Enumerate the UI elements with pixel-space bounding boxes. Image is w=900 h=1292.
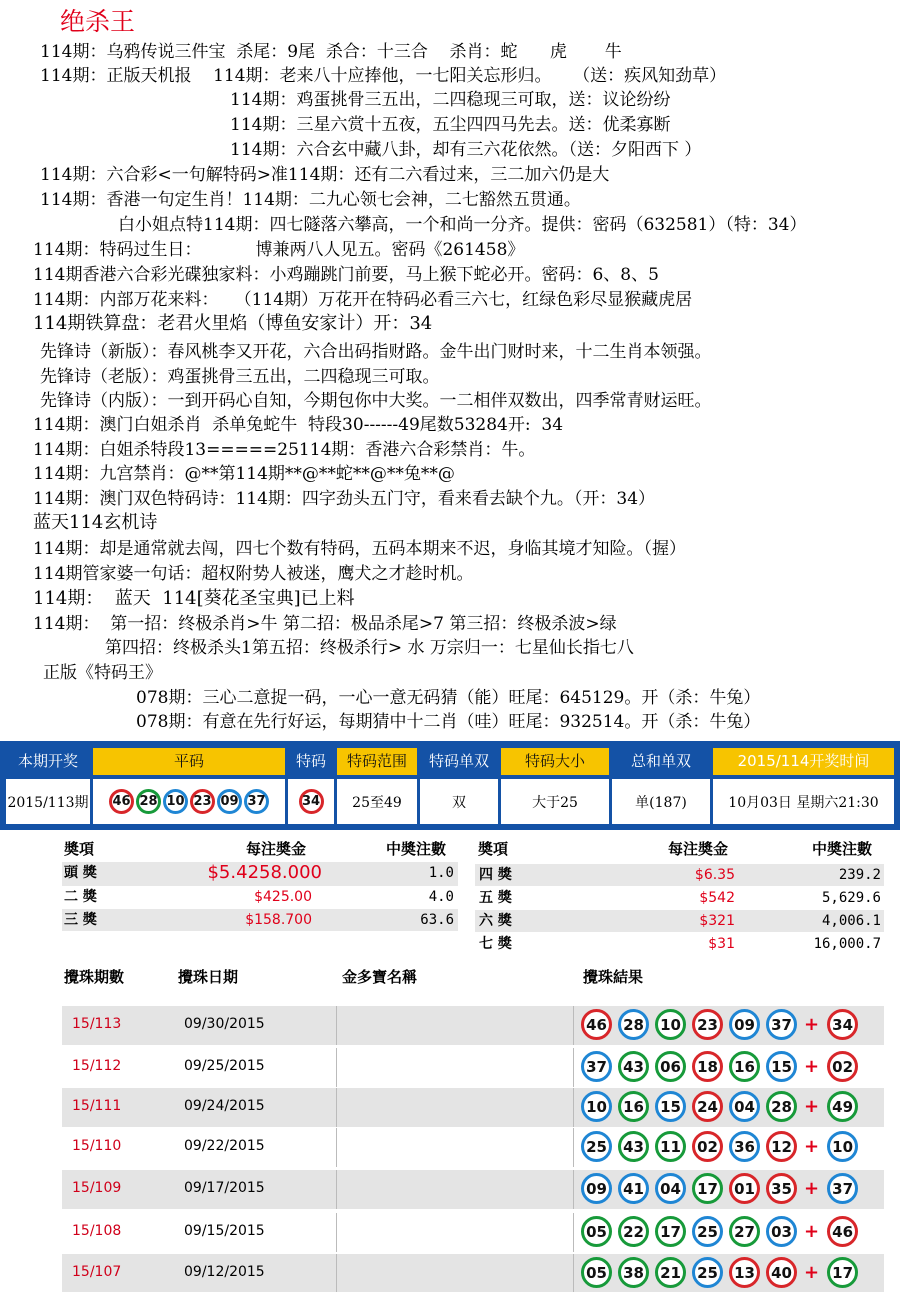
result-period: 15/112 — [72, 1058, 122, 1074]
prize-row — [475, 887, 884, 909]
table-row — [62, 1088, 884, 1127]
ball: 15 — [766, 1051, 797, 1082]
ball: 11 — [655, 1131, 686, 1162]
plus-sign: + — [804, 1136, 820, 1157]
page-title: 绝杀王 — [60, 7, 136, 36]
prize-name: 六 獎 — [479, 913, 512, 929]
ball: 23 — [692, 1009, 723, 1040]
tip-line: 114期：六合玄中藏八卦，却有三六花依然。（送：夕阳西下 ） — [230, 140, 702, 160]
plus-sign: + — [804, 1096, 820, 1117]
prize-count: 16,000.7 — [813, 936, 881, 952]
prize-name: 頭 獎 — [64, 865, 97, 881]
ball: 37 — [766, 1009, 797, 1040]
normal-balls — [93, 779, 285, 824]
ball: 18 — [692, 1051, 723, 1082]
result-period: 15/109 — [72, 1180, 122, 1196]
result-jackpot — [336, 1128, 574, 1167]
ball: 09 — [581, 1173, 612, 1204]
special-ball: 46 — [827, 1216, 858, 1247]
tip-line: 114期：乌鸦传说三件宝 杀尾：9尾 杀合：十三合 杀肖：蛇 虎 牛 — [40, 42, 622, 62]
sum-value: 单(187) — [612, 779, 710, 824]
header-special: 特码 — [288, 748, 334, 775]
prize-amount: $425.00 — [254, 889, 312, 905]
ball: 23 — [190, 789, 215, 814]
prize-header-amount: 每注奬金 — [668, 840, 729, 858]
ball: 09 — [729, 1009, 760, 1040]
prize-row — [475, 910, 884, 932]
ball: 10 — [581, 1091, 612, 1122]
tip-line: 114期：正版天机报 114期：老来八十应捧他，一七阳关忘形归。 （送：疾风知劲草） — [40, 66, 727, 86]
ball: 05 — [581, 1257, 612, 1288]
tip-line: 白小姐点特114期：四七隧落六攀高，一个和尚一分齐。提供：密码（632581）（特：34） — [118, 215, 807, 235]
prize-amount: $542 — [699, 890, 735, 906]
result-date: 09/15/2015 — [184, 1223, 265, 1239]
ball: 28 — [766, 1091, 797, 1122]
ball: 38 — [618, 1257, 649, 1288]
special-ball: 10 — [827, 1131, 858, 1162]
prize-header-name: 奬項 — [64, 840, 95, 858]
special-ball: 02 — [827, 1051, 858, 1082]
prize-header-amount: 每注奬金 — [246, 840, 307, 858]
result-period: 15/110 — [72, 1138, 122, 1154]
result-date: 09/25/2015 — [184, 1058, 265, 1074]
tip-line: 114期：三星六赏十五夜，五尘四四马先去。送：优柔寡断 — [230, 115, 671, 135]
result-date: 09/22/2015 — [184, 1138, 265, 1154]
prize-name: 二 獎 — [64, 889, 97, 905]
result-balls — [580, 1131, 863, 1162]
special-ball-cell — [288, 779, 334, 824]
result-balls — [580, 1091, 863, 1122]
special-ball: 49 — [827, 1091, 858, 1122]
result-balls — [580, 1216, 863, 1247]
result-date: 09/17/2015 — [184, 1180, 265, 1196]
result-period: 15/113 — [72, 1016, 122, 1032]
tip-line: 114期：内部万花来料： （114期）万花开在特码必看三六七，红绿色彩尽显猴藏虎居 — [33, 290, 693, 310]
draw-period: 2015/113期 — [6, 779, 90, 824]
result-period: 15/107 — [72, 1264, 122, 1280]
table-row — [62, 1048, 884, 1087]
table-row — [62, 1170, 884, 1209]
prize-amount: $31 — [708, 936, 735, 952]
prize-name: 七 獎 — [479, 936, 512, 952]
tip-line: 114期：白姐杀特段13=====25114期：香港六合彩禁肖：牛。 — [33, 440, 536, 460]
tip-line: 114期：却是通常就去闯，四七个数有特码，五码本期来不迟，身临其境才知险。（握） — [33, 539, 686, 559]
ball: 37 — [244, 789, 269, 814]
prize-name: 三 獎 — [64, 912, 97, 928]
ball: 10 — [163, 789, 188, 814]
tip-line: 先锋诗（老版）：鸡蛋挑骨三五出，二四稳现三可取。 — [40, 367, 440, 387]
header-current-draw: 本期开奖 — [6, 748, 90, 775]
result-jackpot — [336, 1213, 574, 1252]
result-balls — [580, 1009, 863, 1040]
tip-line: 114期：鸡蛋挑骨三五出，二四稳现三可取，送：议论纷纷 — [230, 90, 671, 110]
tip-line: 114期：澳门双色特码诗：114期：四字劲头五门守，看来看去缺个九。（开：34） — [33, 489, 656, 509]
results-header-result: 攪珠結果 — [583, 968, 644, 986]
table-row — [62, 1006, 884, 1045]
tip-line: 114期：特码过生日： 博兼两八人见五。密码《261458》 — [33, 240, 525, 260]
prize-name: 四 獎 — [479, 867, 512, 883]
ball: 25 — [692, 1257, 723, 1288]
ball: 43 — [618, 1131, 649, 1162]
results-header-date: 攪珠日期 — [178, 968, 239, 986]
tip-line: 114期香港六合彩光碟独家料：小鸡蹦跳门前要，马上猴下蛇必开。密码：6、8、5 — [33, 265, 659, 285]
result-date: 09/12/2015 — [184, 1264, 265, 1280]
ball: 25 — [581, 1131, 612, 1162]
ball: 37 — [581, 1051, 612, 1082]
ball: 05 — [581, 1216, 612, 1247]
plus-sign: + — [804, 1221, 820, 1242]
ball: 09 — [217, 789, 242, 814]
ball: 04 — [729, 1091, 760, 1122]
prize-count: 4.0 — [428, 889, 454, 905]
ball: 17 — [692, 1173, 723, 1204]
table-row — [62, 1254, 884, 1292]
header-normal-numbers: 平码 — [93, 748, 285, 775]
result-jackpot — [336, 1048, 574, 1087]
prize-count: 4,006.1 — [821, 913, 881, 929]
prize-count: 5,629.6 — [821, 890, 881, 906]
result-jackpot — [336, 1170, 574, 1209]
ball: 28 — [618, 1009, 649, 1040]
prize-header-name: 奬項 — [478, 840, 509, 858]
results-header-jackpot: 金多寶名稱 — [342, 968, 418, 986]
table-row — [62, 1128, 884, 1167]
result-date: 09/24/2015 — [184, 1098, 265, 1114]
prize-row — [475, 933, 884, 955]
plus-sign: + — [804, 1014, 820, 1035]
prize-amount: $5.4258.000 — [207, 862, 322, 883]
result-jackpot — [336, 1006, 574, 1045]
header-sum: 总和单双 — [612, 748, 710, 775]
result-balls — [580, 1173, 863, 1204]
result-jackpot — [336, 1254, 574, 1292]
prize-row — [62, 862, 458, 886]
header-odd-even: 特码单双 — [420, 748, 498, 775]
tip-line: 先锋诗（内版）：一到开码心自知，今期包你中大奖。一二相伴双数出，四季常青财运旺。 — [40, 391, 712, 411]
tip-line: 078期：三心二意捉一码，一心一意无码猜（能）旺尾：645129。开（杀：牛兔） — [136, 688, 761, 708]
prize-name: 五 獎 — [479, 890, 512, 906]
plus-sign: + — [804, 1178, 820, 1199]
prize-amount: $158.700 — [245, 912, 312, 928]
ball: 06 — [655, 1051, 686, 1082]
ball: 41 — [618, 1173, 649, 1204]
ball: 36 — [729, 1131, 760, 1162]
result-date: 09/30/2015 — [184, 1016, 265, 1032]
ball: 24 — [692, 1091, 723, 1122]
ball: 40 — [766, 1257, 797, 1288]
tip-line: 正版《特码王》 — [43, 663, 162, 683]
prize-header-count: 中奬注數 — [386, 840, 447, 858]
tip-line: 114期：香港一句定生肖！114期：二九心领七会神，二七豁然五贯通。 — [40, 190, 581, 210]
prize-count: 63.6 — [420, 912, 454, 928]
ball: 46 — [581, 1009, 612, 1040]
special-ball: 34 — [299, 789, 324, 814]
header-big-small: 特码大小 — [501, 748, 609, 775]
ball: 17 — [655, 1216, 686, 1247]
table-row — [62, 1213, 884, 1252]
ball: 01 — [729, 1173, 760, 1204]
special-ball: 17 — [827, 1257, 858, 1288]
ball: 02 — [692, 1131, 723, 1162]
header-next-time: 2015/114开奖时间 — [713, 748, 894, 775]
plus-sign: + — [804, 1056, 820, 1077]
header-special-range: 特码范围 — [337, 748, 417, 775]
special-ball: 34 — [827, 1009, 858, 1040]
ball: 25 — [692, 1216, 723, 1247]
prize-count: 1.0 — [428, 865, 454, 881]
ball: 16 — [618, 1091, 649, 1122]
tip-line: 114期铁算盘：老君火里焰（博鱼安家计）开：34 — [33, 313, 433, 334]
odd-even-value: 双 — [420, 779, 498, 824]
ball: 43 — [618, 1051, 649, 1082]
ball: 10 — [655, 1009, 686, 1040]
plus-sign: + — [804, 1262, 820, 1283]
prize-count: 239.2 — [838, 867, 881, 883]
result-jackpot — [336, 1088, 574, 1127]
ball: 28 — [136, 789, 161, 814]
result-period: 15/111 — [72, 1098, 122, 1114]
tip-heading: 蓝天114玄机诗 — [33, 512, 158, 533]
tip-line: 114期： 第一招：终极杀肖>牛 第二招：极品杀尾>7 第三招：终极杀波>绿 — [33, 614, 617, 634]
result-balls — [580, 1257, 863, 1288]
ball: 13 — [729, 1257, 760, 1288]
ball: 16 — [729, 1051, 760, 1082]
ball: 22 — [618, 1216, 649, 1247]
prize-row — [475, 864, 884, 886]
tip-line: 114期： 蓝天 114[葵花圣宝典]已上料 — [33, 588, 355, 609]
tip-line: 114期管家婆一句话：超权附势人被迷，鹰犬之才趁时机。 — [33, 564, 474, 584]
tip-line: 114期：澳门白姐杀肖 杀单兔蛇牛 特段30------49尾数53284开: 34 — [33, 415, 564, 435]
tip-line: 114期：六合彩<一句解特码>准114期：还有二六看过来，三二加六仍是大 — [40, 165, 610, 185]
tip-line: 078期：有意在先行好运，每期猜中十二肖（哇）旺尾：932514。开（杀：牛兔） — [136, 712, 761, 732]
next-time-value: 10月03日 星期六21:30 — [713, 779, 894, 824]
ball: 35 — [766, 1173, 797, 1204]
ball: 03 — [766, 1216, 797, 1247]
ball: 21 — [655, 1257, 686, 1288]
special-ball: 37 — [827, 1173, 858, 1204]
result-period: 15/108 — [72, 1223, 122, 1239]
special-range-value: 25至49 — [337, 779, 417, 824]
ball: 27 — [729, 1216, 760, 1247]
tip-line: 第四招：终极杀头1第五招：终极杀行> 水 万宗归一：七星仙长指七八 — [105, 638, 634, 658]
prize-row — [62, 886, 458, 908]
prize-header-count: 中奬注數 — [812, 840, 873, 858]
prize-amount: $6.35 — [694, 867, 735, 883]
tip-line: 114期：九宫禁肖：@**第114期**@**蛇**@**兔**@ — [33, 464, 455, 484]
prize-row — [62, 909, 458, 931]
ball: 15 — [655, 1091, 686, 1122]
big-small-value: 大于25 — [501, 779, 609, 824]
results-header-period: 攪珠期數 — [64, 968, 125, 986]
ball: 12 — [766, 1131, 797, 1162]
prize-amount: $321 — [699, 913, 735, 929]
result-balls — [580, 1051, 863, 1082]
tip-line: 先锋诗（新版）：春风桃李又开花，六合出码指财路。金牛出门财时来，十二生肖本领强。 — [40, 342, 712, 362]
ball: 46 — [109, 789, 134, 814]
ball: 04 — [655, 1173, 686, 1204]
